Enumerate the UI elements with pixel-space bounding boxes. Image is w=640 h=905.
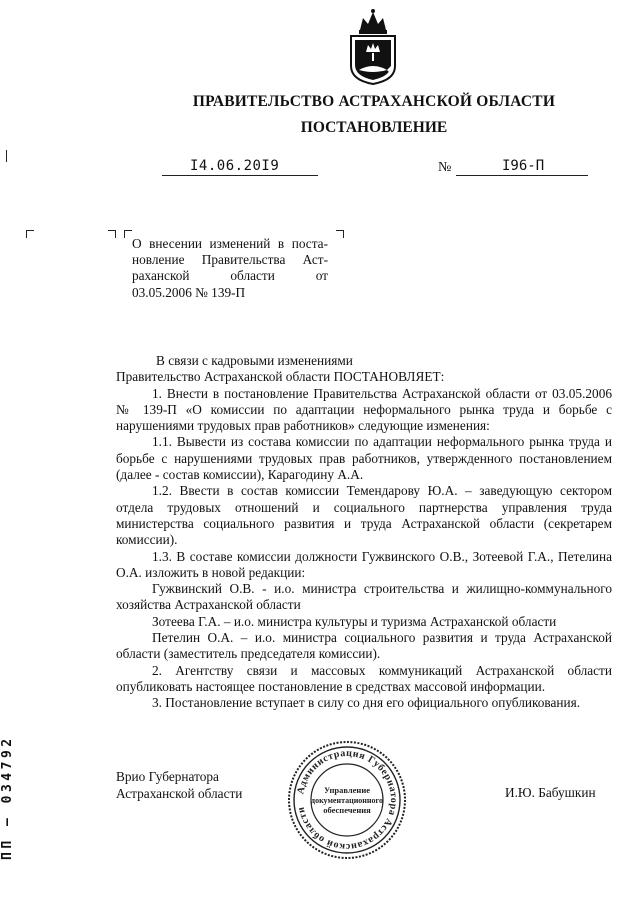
seal-center-line: документационного — [311, 796, 383, 805]
seal-ring-text: Администрация Губернатора Астраханской области — [295, 747, 400, 853]
document-subject — [132, 236, 328, 301]
body-paragraph: 1.3. В составе комиссии должности Гужвинского О.В., Зотеевой Г.А., Петелина О.А. изложить в новой редакции: — [116, 548, 612, 580]
body-paragraph: 1.1. Вывести из состава комиссии по адаптации неформального рынка труда и борьбе с нарушениями трудовых прав работников, утвержденного постановлением (далее - состав комиссии), Карагодину А.А. — [116, 434, 612, 483]
signatory-title-line: Астраханской области — [116, 786, 243, 801]
number-sign: № — [438, 160, 452, 175]
document-date: I4.06.20I9 — [162, 158, 318, 176]
subject-line: О внесении изменений в поста- — [132, 236, 328, 251]
coat-of-arms-emblem — [343, 8, 403, 86]
government-title: ПРАВИТЕЛЬСТВО АСТРАХАНСКОЙ ОБЛАСТИ — [192, 93, 556, 110]
official-seal-stamp — [285, 738, 409, 862]
signatory-title — [116, 768, 242, 802]
document-type: ПОСТАНОВЛЕНИЕ — [300, 119, 448, 136]
body-paragraph: Правительство Астраханской области ПОСТАНОВЛЯЕТ: — [116, 369, 445, 385]
seal-center-line: обеспечения — [323, 805, 371, 815]
body-paragraph: Зотеева Г.А. – и.о. министра культуры и туризма Астраханской области — [152, 613, 557, 629]
document-body — [116, 353, 612, 712]
margin-mark — [6, 150, 7, 162]
body-paragraph: Гужвинский О.В. - и.о. министра строительства и жилищно-коммунального хозяйства Астраханской области — [116, 581, 612, 613]
subject-line: 03.05.2006 № 139-П — [132, 284, 246, 300]
subject-line: раханской области от — [132, 268, 328, 284]
document-number: I96-П — [456, 158, 588, 176]
seal-center-line: Управление — [323, 785, 371, 795]
body-paragraph: Петелин О.А. – и.о. министра социального развития и труда Астраханской области (заместитель председателя комиссии). — [116, 630, 612, 662]
body-paragraph: В связи с кадровыми изменениями — [156, 353, 353, 368]
side-serial-number: ПП – 034792 — [0, 735, 15, 860]
subject-line: новление Правительства Аст- — [132, 252, 328, 268]
corner-mark — [124, 230, 132, 238]
signatory-title-line: Врио Губернатора — [116, 769, 219, 784]
body-paragraph: 3. Постановление вступает в силу со дня его официального опубликования. — [152, 695, 581, 711]
body-paragraph: 1. Внести в постановление Правительства Астраханской области от 03.05.2006 № 139-П «О комиссии по адаптации неформального рынка труда и борьбе с нарушениями трудовых прав работников» следующие изменения: — [116, 385, 612, 434]
body-paragraph: 1.2. Ввести в состав комиссии Темендарову Ю.А. – заведующую сектором отдела трудовых отношений и социального партнерства управления труда министерства социального развития и труда Астраханской области (секретарем комиссии). — [116, 483, 612, 548]
body-paragraph: 2. Агентству связи и массовых коммуникаций Астраханской области опубликовать настоящее постановление в средствах массовой информации. — [116, 662, 612, 694]
signatory-name: И.Ю. Бабушкин — [505, 785, 596, 800]
corner-mark — [108, 230, 116, 238]
corner-mark — [336, 230, 344, 238]
corner-mark — [26, 230, 34, 238]
